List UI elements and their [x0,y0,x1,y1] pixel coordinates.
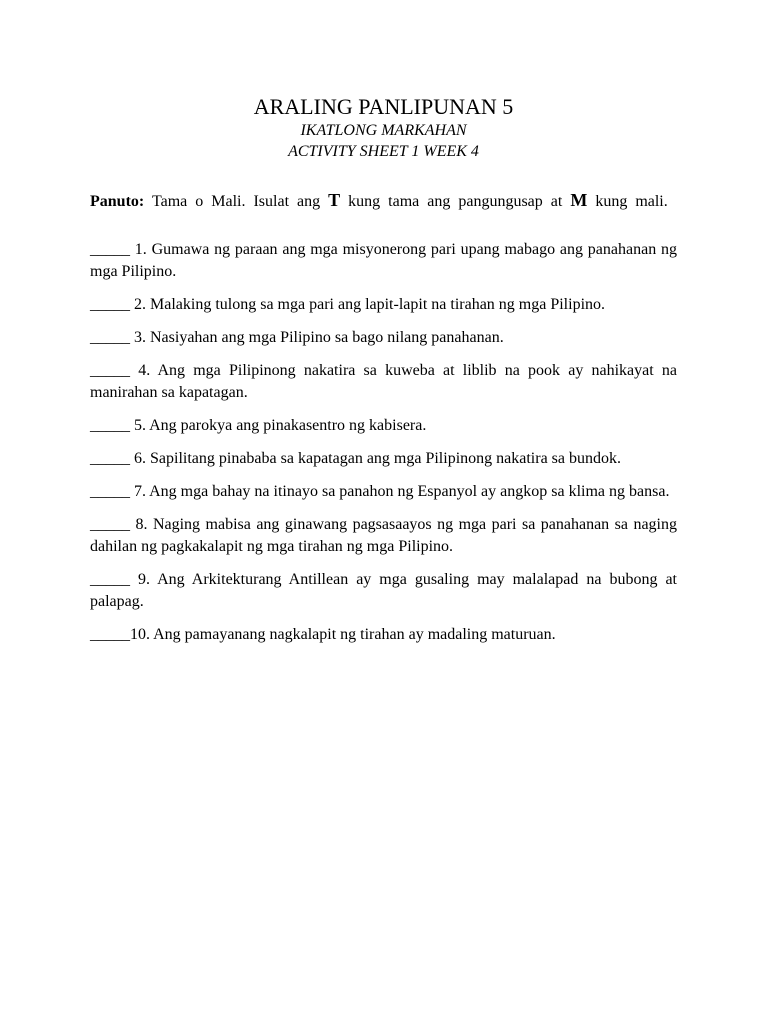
question-item-8: _____ 8. Naging mabisa ang ginawang pagsasaayos ng mga pari sa panahanan sa naging dahilan ng pagkakalapit ng mga tirahan ng mga Pilipino. [90,516,677,555]
question-list [90,239,677,646]
question-item-10: _____10. Ang pamayanang nagkalapit ng tirahan ay madaling maturuan. [90,626,556,643]
quarter-subtitle: IKATLONG MARKAHAN [300,122,467,139]
instructions-text-1: Tama o Mali. Isulat ang [144,193,329,210]
question-item-5: _____ 5. Ang parokya ang pinakasentro ng kabisera. [90,417,427,434]
question-item-2: _____ 2. Malaking tulong sa mga pari ang lapit-lapit na tirahan ng mga Pilipino. [90,296,606,313]
instructions-text-2: kung tama ang pangungusap at [340,193,571,210]
question-item-7: _____ 7. Ang mga bahay na itinayo sa panahon ng Espanyol ay angkop sa klima ng bansa. [90,483,670,500]
activity-sheet [90,94,677,662]
question-item-9: _____ 9. Ang Arkitekturang Antillean ay mga gusaling may malalapad na bubong at palapag. [90,571,677,610]
question-item-4: _____ 4. Ang mga Pilipinong nakatira sa kuweba at liblib na pook ay nahikayat na manirahan sa kapatagan. [90,362,677,401]
instructions-key-true: T [328,190,341,210]
page-title: ARALING PANLIPUNAN 5 [253,94,514,119]
instructions-lead: Panuto: [90,193,145,210]
question-item-1: _____ 1. Gumawa ng paraan ang mga misyonerong pari upang mabago ang panahanan ng mga Pilipino. [90,241,677,280]
question-item-3: _____ 3. Nasiyahan ang mga Pilipino sa bago nilang panahanan. [90,329,504,346]
question-item-6: _____ 6. Sapilitang pinababa sa kapatagan ang mga Pilipinong nakatira sa bundok. [90,450,621,467]
instructions-text-3: kung mali. [587,193,668,210]
instructions-key-false: M [570,190,588,210]
sheet-subtitle: ACTIVITY SHEET 1 WEEK 4 [288,143,479,160]
instructions [90,179,677,223]
